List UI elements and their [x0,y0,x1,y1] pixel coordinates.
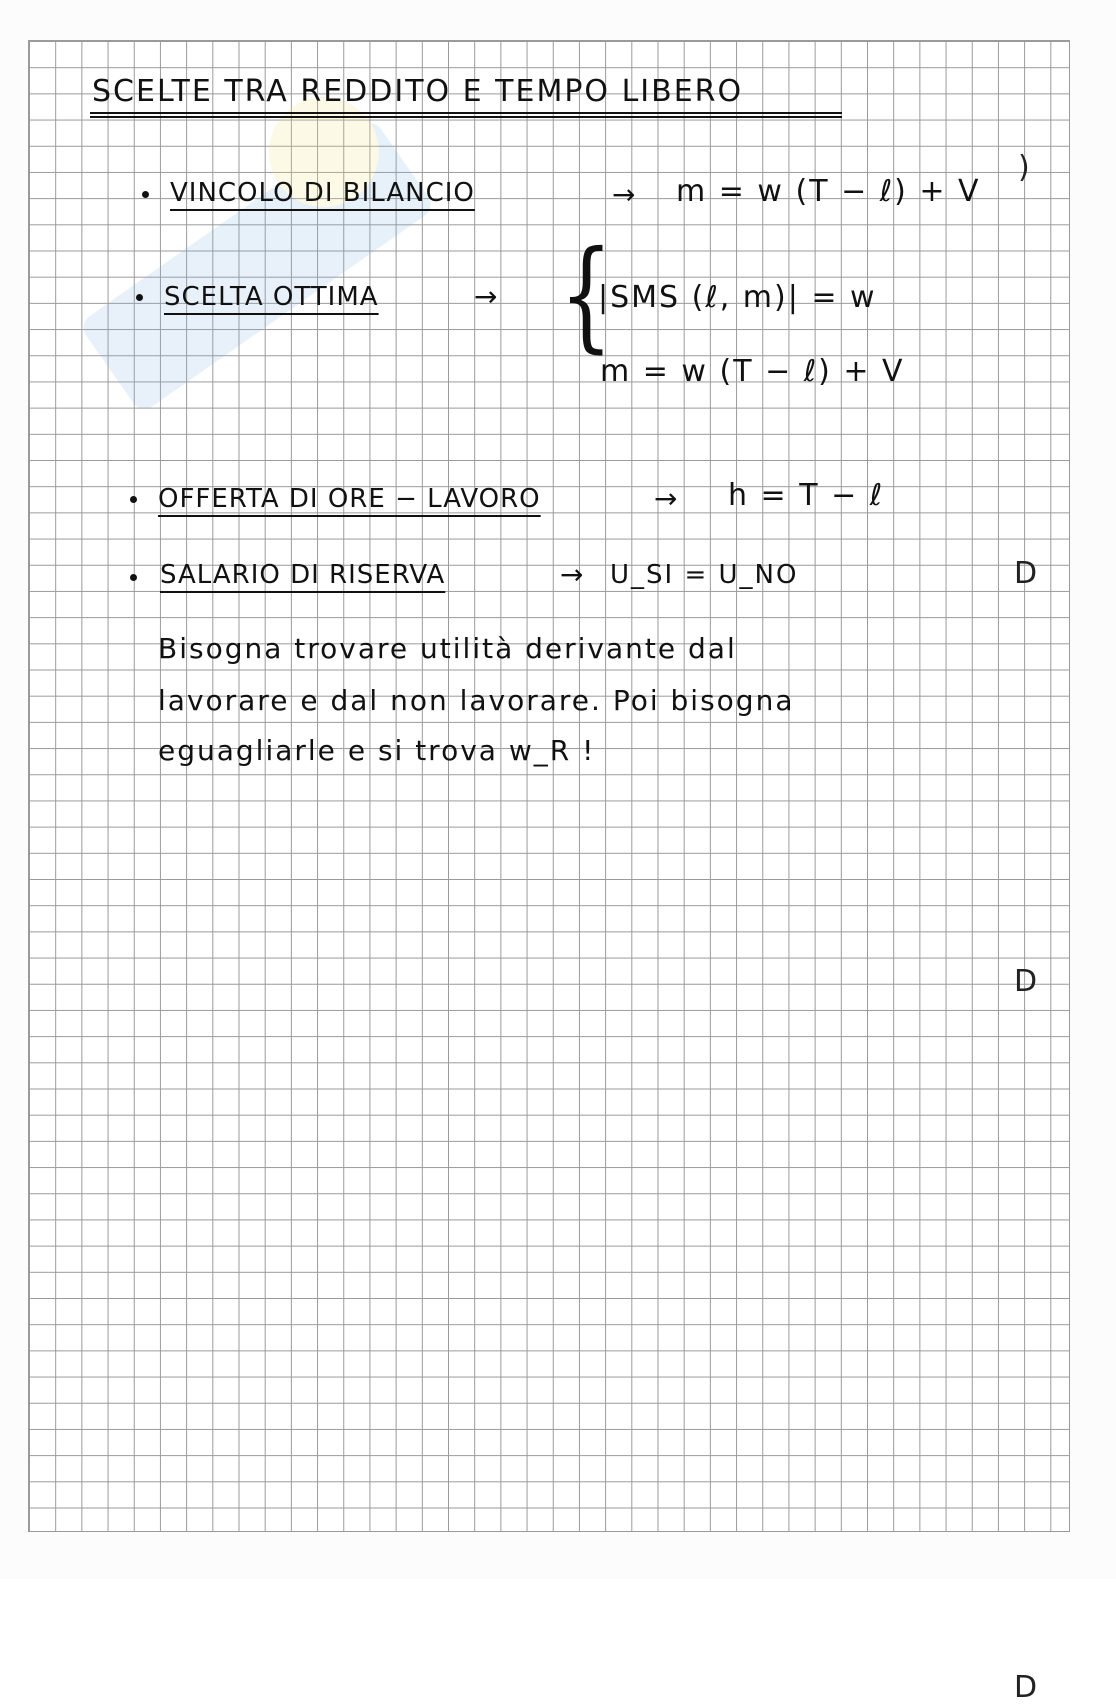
formula-vincolo: m = w (T − ℓ) + V [676,174,981,209]
title-double-underline [90,112,842,118]
item-label-offerta: OFFERTA DI ORE − LAVORO [158,484,541,514]
note-line-2: lavorare e dal non lavorare. Poi bisogna [158,684,795,717]
arrow-icon: → [654,482,679,515]
bullet-icon [142,191,149,198]
arrow-icon: → [474,280,499,313]
right-margin-hole-mark: ) [1018,150,1030,185]
note-line-3: eguagliarle e si trova w_R ! [158,734,596,767]
formula-salario: U_SI = U_NO [610,560,799,590]
right-margin-hole-mark: D [1014,964,1038,999]
right-margin-hole-mark: D [1014,1670,1038,1705]
formula-scelta-line2: m = w (T − ℓ) + V [600,354,905,389]
system-brace: { [559,226,613,365]
right-margin-hole-mark: D [1014,556,1038,591]
page-title: SCELTE TRA REDDITO E TEMPO LIBERO [92,74,744,109]
formula-scelta-line1: |SMS (ℓ, m)| = w [598,280,877,315]
item-label-salario: SALARIO DI RISERVA [160,560,446,590]
arrow-icon: → [560,558,585,591]
item-label-vincolo: VINCOLO DI BILANCIO [170,178,475,208]
formula-offerta: h = T − ℓ [728,478,885,513]
bullet-icon [136,294,143,301]
item-label-scelta: SCELTA OTTIMA [164,282,379,312]
squared-paper-grid [28,40,1070,1532]
arrow-icon: → [612,178,637,211]
bullet-icon [130,574,137,581]
bullet-icon [130,496,137,503]
note-line-1: Bisogna trovare utilità derivante dal [158,632,737,665]
